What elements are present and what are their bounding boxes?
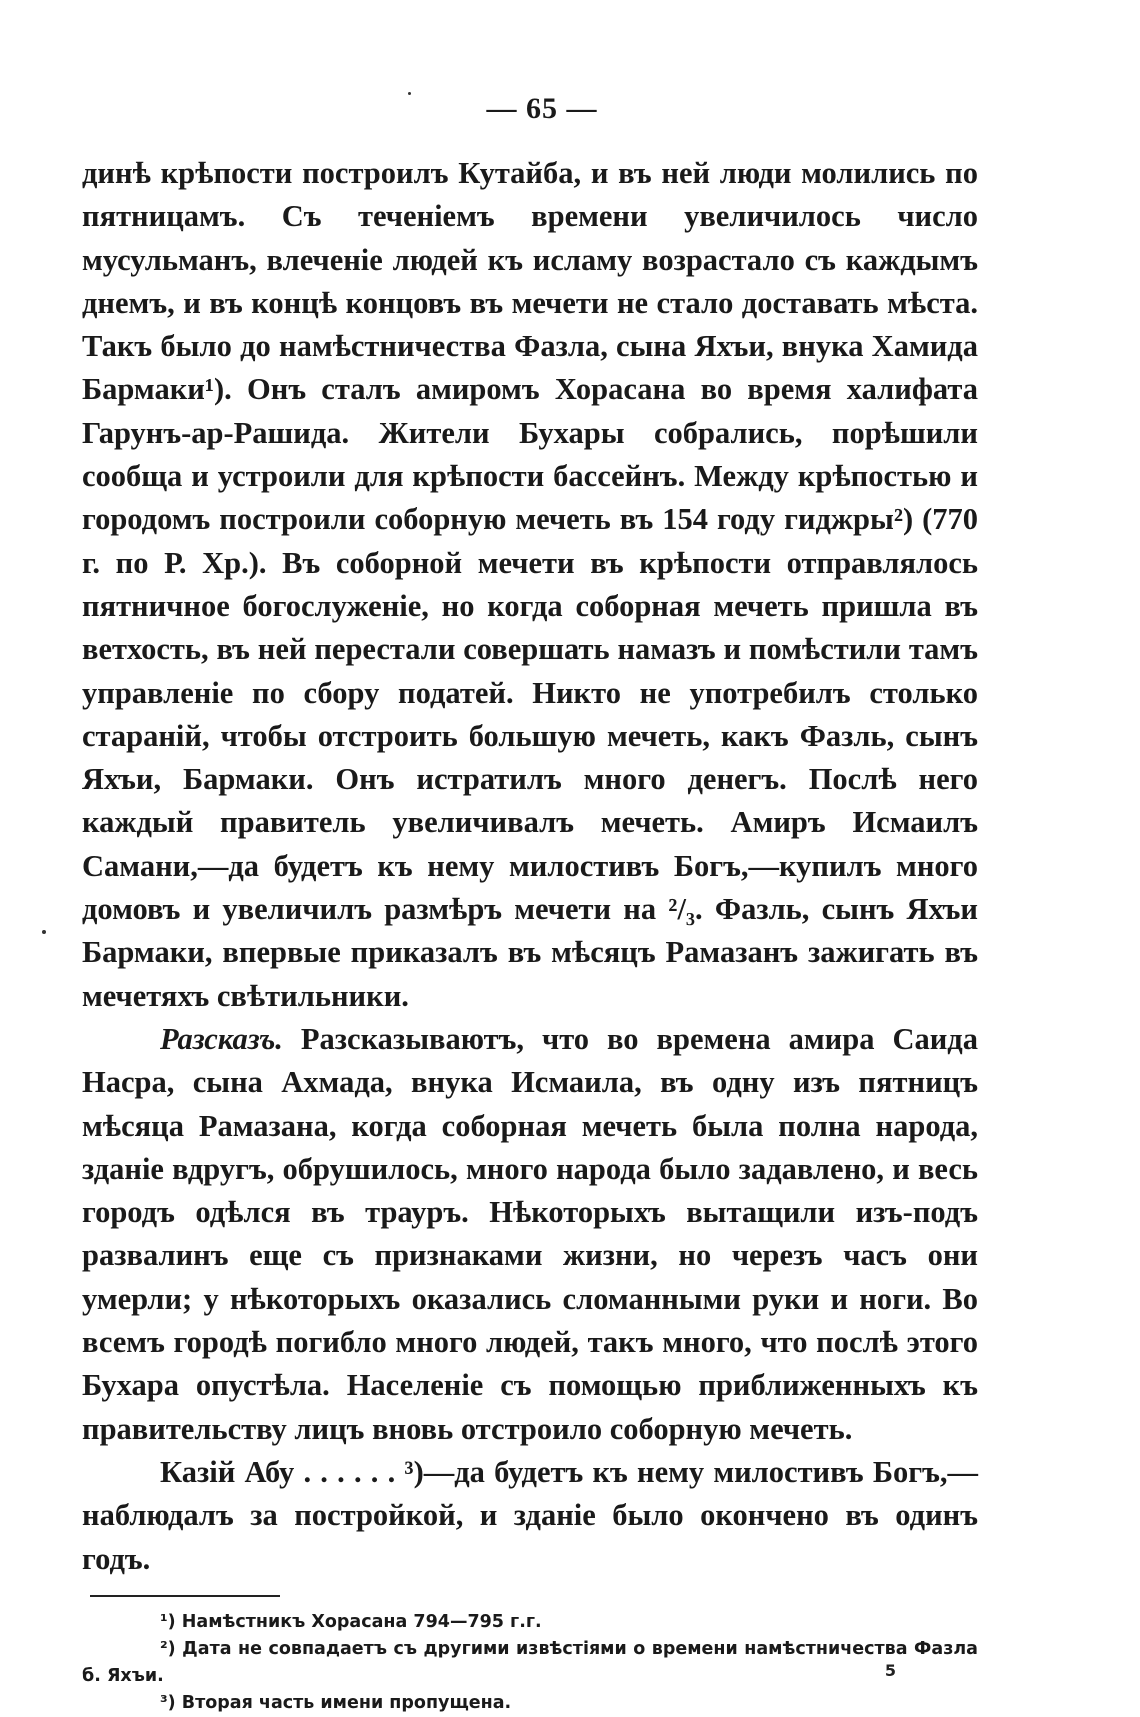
paragraph-2-text: Разсказываютъ, что во времена амира Саида Насра, сына Ахмада, внука Исмаила, въ одну изъ пятницъ мѣсяца Рамазана, когда соборная мечеть была полна народа, зданіе вдругъ, обрушилось, много народа было задавлено, и весь городъ одѣлся въ трауръ. Нѣкоторыхъ вытащили изъ-подъ развалинъ еще съ признаками жизни, но черезъ часъ они умерли; у нѣкоторыхъ оказались сломанными руки и ноги. Во всемъ городѣ погибло много людей, такъ много, что послѣ этого Бухара опустѣла. Населеніе съ помощью приближенныхъ къ правительству лицъ вновь отстроило соборную мечеть.	[82, 1021, 978, 1446]
paragraph-1	[82, 152, 978, 1018]
page-number: — 65 —	[486, 92, 598, 125]
paragraph-2-lead: Разсказъ.	[160, 1021, 283, 1056]
footnote-2: ²) Дата не совпадаетъ съ другими извѣстіями о времени намѣстничества Фазла б. Яхъи.	[82, 1638, 978, 1686]
paragraph-3	[82, 1451, 978, 1581]
scan-speck	[42, 930, 46, 934]
paragraph-2	[82, 1018, 978, 1451]
footnote-divider	[90, 1595, 280, 1597]
paragraph-3-text: Казій Абу . . . . . . ³)—да будетъ къ нему милостивъ Богъ,—наблюдалъ за постройкой, и зданіе было окончено въ одинъ годъ.	[82, 1454, 978, 1576]
book-page	[82, 92, 978, 1717]
paragraph-1-text: динѣ крѣпости построилъ Кутайба, и въ ней люди молились по пятницамъ. Съ теченіемъ времени увеличилось число мусульманъ, влеченіе людей къ исламу возрастало съ каждымъ днемъ, и въ концѣ концовъ въ мечети не стало доставать мѣста. Такъ было до намѣстничества Фазла, сына Яхъи, внука Хамида Бармаки¹). Онъ сталъ амиромъ Хорасана во время халифата Гарунъ-ар-Рашида. Жители Бухары собрались, порѣшили сообща и устроили для крѣпости бассейнъ. Между крѣпостью и городомъ построили соборную мечеть въ 154 году гиджры²) (770 г. по Р. Хр.). Въ соборной мечети въ крѣпости отправлялось пятничное богослуженіе, но когда соборная мечеть пришла въ ветхость, въ ней перестали совершать намазъ и помѣстили тамъ управленіе по сбору податей. Никто не употребилъ столько стараній, чтобы отстроить большую мечеть, какъ Фазль, сынъ Яхъи, Бармаки. Онъ истратилъ много денегъ. Послѣ него каждый правитель увеличивалъ мечеть. Амиръ Исмаилъ Самани,—да будетъ къ нему милостивъ Богъ,—купилъ много домовъ и увеличилъ размѣръ мечети на ²/₃. Фазль, сынъ Яхъи Бармаки, впервые приказалъ въ мѣсяцъ Рамазанъ зажигать въ мечетяхъ свѣтильники.	[82, 156, 978, 1013]
footnote-1: ¹) Намѣстникъ Хорасана 794—795 г.г.	[160, 1611, 542, 1632]
footnote-3: ³) Вторая часть имени пропущена.	[160, 1692, 512, 1713]
printer-sheet-mark: 5	[884, 1661, 896, 1680]
